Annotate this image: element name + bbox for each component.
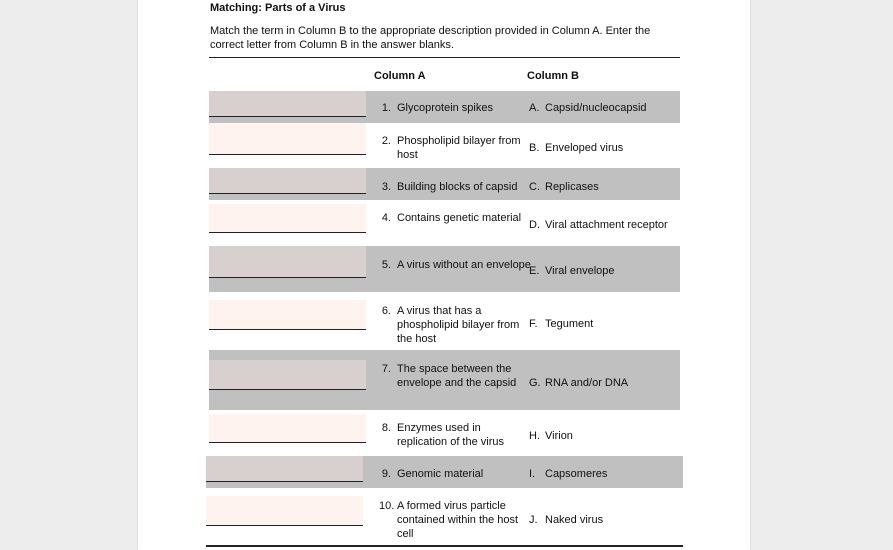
term-letter: B.	[529, 142, 540, 154]
description-text: Contains genetic material	[397, 212, 522, 224]
item-number: 8.	[381, 422, 391, 434]
column-b-term	[527, 429, 687, 443]
table-row	[209, 200, 680, 246]
table-row	[206, 488, 683, 545]
column-b-term	[527, 264, 687, 278]
instructions-text: Match the term in Column B to the appropriate description provided in Column A. Enter the correct letter from Column B in the answer blanks.	[210, 25, 651, 51]
item-number: 4.	[381, 212, 391, 224]
column-b-term	[527, 376, 687, 390]
column-b-term	[527, 317, 687, 331]
bottom-rule	[206, 545, 683, 547]
description-text: A formed virus particle contained within the host cell	[397, 500, 519, 540]
item-number: 2.	[381, 135, 391, 147]
term-letter: C.	[529, 181, 540, 193]
term-letter: I.	[529, 468, 536, 480]
item-number: 3.	[381, 181, 391, 193]
term-text: RNA and/or DNA	[545, 377, 629, 389]
term-text: Naked virus	[545, 514, 604, 526]
term-text: Capsid/nucleocapsid	[545, 102, 647, 114]
table-row	[206, 456, 683, 488]
item-number: 9.	[381, 468, 391, 480]
answer-blank[interactable]	[209, 168, 366, 194]
term-letter: H.	[529, 430, 540, 442]
term-letter: F.	[529, 318, 538, 330]
item-number: 10.	[379, 500, 395, 512]
table-row	[209, 410, 680, 456]
description-text: Building blocks of capsid	[397, 181, 518, 193]
worksheet-page	[138, 0, 750, 550]
answer-blank[interactable]	[209, 91, 366, 117]
column-b-term	[527, 101, 687, 115]
worksheet-title: Matching: Parts of a Virus	[210, 2, 346, 14]
table-row	[209, 292, 680, 350]
answer-blank[interactable]	[206, 496, 363, 526]
column-b-term	[527, 513, 687, 527]
table-row	[209, 91, 680, 123]
term-letter: A.	[529, 102, 540, 114]
answer-blank[interactable]	[209, 414, 366, 443]
item-number: 1.	[381, 102, 391, 114]
column-a-header: Column A	[374, 70, 426, 82]
column-b-term	[527, 467, 687, 481]
table-row	[209, 246, 680, 292]
answer-blank[interactable]	[209, 204, 366, 233]
description-text: A virus that has a phospholipid bilayer from the host	[397, 305, 520, 345]
term-text: Tegument	[545, 318, 594, 330]
term-letter: G.	[529, 377, 541, 389]
table-row	[209, 350, 680, 410]
column-b-term	[527, 180, 687, 194]
description-text: Glycoprotein spikes	[397, 102, 493, 114]
answer-blank[interactable]	[209, 300, 366, 330]
column-b-header: Column B	[527, 70, 579, 82]
answer-blank[interactable]	[209, 360, 366, 390]
answer-blank[interactable]	[209, 246, 366, 278]
term-text: Enveloped virus	[545, 142, 624, 154]
term-text: Viral attachment receptor	[545, 219, 668, 231]
item-number: 6.	[381, 305, 391, 317]
description-text: Genomic material	[397, 468, 484, 480]
top-rule	[209, 57, 680, 58]
term-letter: J.	[529, 514, 538, 526]
column-b-term	[527, 141, 687, 155]
description-text: Phospholipid bilayer from host	[397, 135, 521, 161]
column-b-term	[527, 218, 687, 232]
answer-blank[interactable]	[209, 123, 366, 155]
description-text: The space between the envelope and the capsid	[397, 363, 517, 389]
table-row	[209, 168, 680, 200]
term-text: Capsomeres	[545, 468, 608, 480]
term-text: Virion	[545, 430, 573, 442]
term-letter: D.	[529, 219, 540, 231]
table-row	[209, 123, 680, 168]
description-text: A virus without an envelope	[397, 259, 531, 271]
description-text: Enzymes used in replication of the virus	[397, 422, 504, 448]
term-text: Viral envelope	[545, 265, 615, 277]
term-letter: E.	[529, 265, 540, 277]
item-number: 7.	[381, 363, 391, 375]
answer-blank[interactable]	[206, 456, 363, 482]
item-number: 5.	[381, 259, 391, 271]
term-text: Replicases	[545, 181, 599, 193]
